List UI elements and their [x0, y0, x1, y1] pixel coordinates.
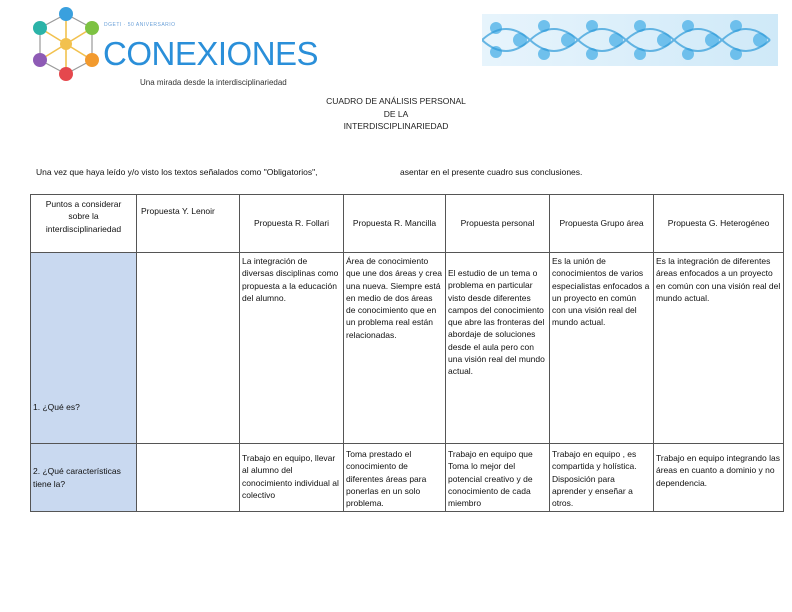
tagline-top: DGETI · 50 ANIVERSARIO	[104, 22, 176, 28]
row-label-caracteristicas: 2. ¿Qué características tiene la?	[31, 444, 137, 512]
cell-follari-1: La integración de diversas disciplinas como propuesta a la educación del alumno.	[240, 253, 344, 444]
header-follari: Propuesta R. Follari	[240, 195, 344, 253]
header-grupo-area: Propuesta Grupo área	[550, 195, 654, 253]
header-heterogeneo: Propuesta G. Heterogéneo	[654, 195, 784, 253]
cell-mancilla-2: Toma prestado el conocimiento de diferentes áreas para ponerlas en un solo problema.	[344, 444, 446, 512]
decorative-banner-icon	[482, 14, 778, 66]
document-title: CUADRO DE ANÁLISIS PERSONAL DE LA INTERDISCIPLINARIEDAD	[326, 96, 466, 131]
conexiones-logo-icon	[28, 6, 104, 82]
brand-subtitle: Una mirada desde la interdisciplinariedad	[140, 78, 287, 87]
header-personal: Propuesta personal	[446, 195, 550, 253]
table-row	[31, 253, 784, 444]
header-mancilla: Propuesta R. Mancilla	[344, 195, 446, 253]
cell-lenoir-2	[137, 444, 240, 512]
cell-personal-2: Trabajo en equipo que Toma lo mejor del potencial creativo y de conocimiento de cada miembro	[446, 444, 550, 512]
intro-instruction: Una vez que haya leído y/o visto los textos señalados como "Obligatorios",	[36, 167, 318, 177]
brand-title: CONEXIONES	[103, 35, 319, 72]
cell-mancilla-1: Área de conocimiento que une dos áreas y crea una nueva. Siempre está en medio de dos áreas de conocimiento que en un problema real están relacionadas.	[344, 253, 446, 444]
cell-personal-1: El estudio de un tema o problema en particular visto desde diferentes campos del conocimiento que abre las fronteras del abordaje de soluciones desde el aula pero con una visión real del mundo actual.	[446, 253, 550, 444]
header-lenoir: Propuesta Y. Lenoir	[137, 195, 240, 253]
cell-grupo-area-1: Es la unión de conocimientos de varios especialistas enfocados a un proyecto en común con una visión real del mundo actual.	[550, 253, 654, 444]
cell-lenoir-1	[137, 253, 240, 444]
row-label-que-es: 1. ¿Qué es?	[31, 253, 137, 444]
cell-heterogeneo-2: Trabajo en equipo integrando las áreas en cuanto a dominio y no dependencia.	[654, 444, 784, 512]
cell-follari-2: Trabajo en equipo, llevar al alumno del conocimiento individual al colectivo	[240, 444, 344, 512]
cell-heterogeneo-1: Es la integración de diferentes áreas enfocados a un proyecto en común con una visión real del mundo actual.	[654, 253, 784, 444]
header-points: Puntos a considerar sobre la interdisciplinariedad	[31, 195, 137, 253]
cell-grupo-area-2: Trabajo en equipo , es compartida y holística. Disposición para aprender y enseñar a otros.	[550, 444, 654, 512]
table-header-row	[31, 195, 784, 253]
table-row	[31, 444, 784, 512]
intro-conclusion: asentar en el presente cuadro sus conclusiones.	[400, 167, 583, 177]
analysis-table	[30, 194, 784, 512]
